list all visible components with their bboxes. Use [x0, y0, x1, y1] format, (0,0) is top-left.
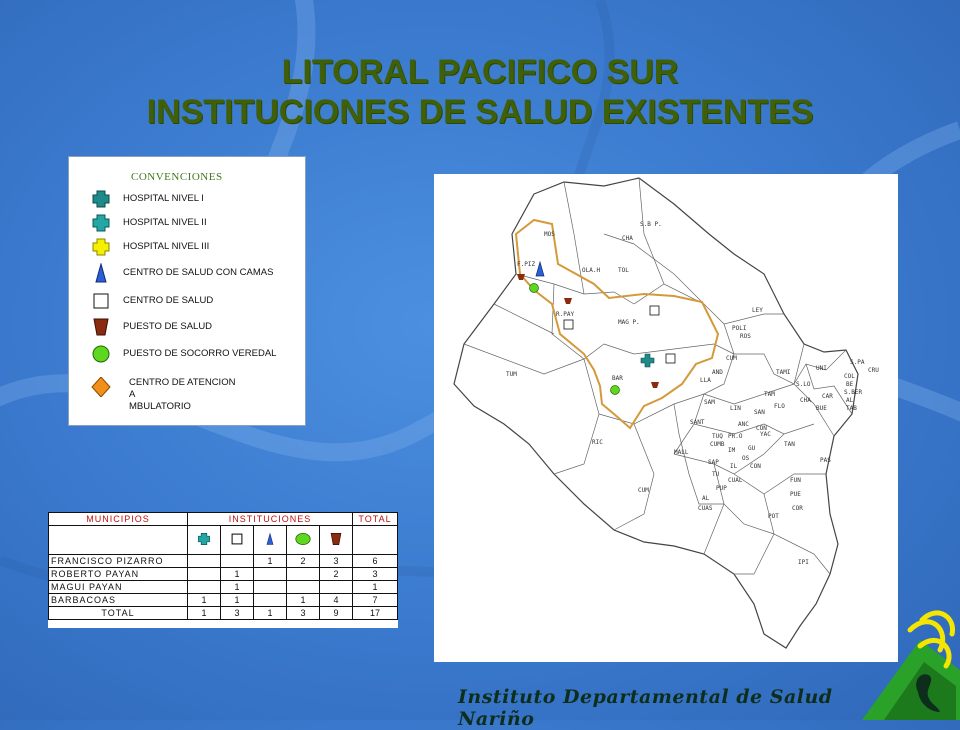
triangle-icon	[264, 529, 276, 549]
map-label: SANT	[690, 419, 705, 426]
map-label: ROS	[740, 333, 751, 340]
map-label: PUP	[716, 485, 727, 492]
map-label: LLA	[700, 377, 711, 384]
map-label: F.PIZ	[517, 261, 536, 268]
map-label: IPI	[798, 559, 809, 566]
circle-icon	[530, 284, 539, 293]
cross-icon	[197, 530, 211, 548]
square-icon	[564, 320, 573, 329]
legend-label: HOSPITAL NIVEL I	[123, 193, 204, 204]
map-label: S.BER	[844, 389, 863, 396]
region-map-panel	[434, 174, 898, 662]
map-label: AL	[702, 495, 710, 502]
map-label: PUE	[790, 491, 801, 498]
map-label: TU	[712, 471, 720, 478]
map-label: CON	[756, 425, 767, 432]
map-label: ANC	[738, 421, 749, 428]
table-row: MAGUI PAYAN 1 1	[49, 581, 398, 594]
legend-item-hospital-nivel-2	[69, 213, 305, 233]
map-label: IL	[730, 463, 738, 470]
map-label: TAN	[784, 441, 795, 448]
map-label: CUMB	[710, 441, 725, 448]
map-label: RIC	[592, 439, 603, 446]
map-label: OS	[742, 455, 750, 462]
square-icon	[666, 354, 675, 363]
trapezoid-icon	[329, 530, 343, 548]
square-icon	[650, 306, 659, 315]
map-label: MAG P.	[618, 319, 640, 326]
narino-municipalities-map	[434, 174, 898, 662]
legend-label: CENTRO DE SALUD	[123, 295, 214, 306]
map-label: AND	[712, 369, 723, 376]
map-label: BUE	[816, 405, 827, 412]
map-label: TUM	[506, 371, 517, 378]
circle-icon	[91, 344, 111, 364]
legend-item-centro-salud	[69, 291, 305, 311]
map-label: AL	[846, 397, 854, 404]
map-label: SAN	[754, 409, 765, 416]
map-label: CAR	[822, 393, 833, 400]
legend-item-hospital-nivel-3	[69, 237, 305, 257]
map-label: COR	[792, 505, 803, 512]
map-label: FUN	[790, 477, 801, 484]
trapezoid-icon	[91, 317, 111, 337]
map-label: UNI	[816, 365, 827, 372]
map-label: PR.O	[728, 433, 743, 440]
circle-icon	[611, 386, 620, 395]
map-label: SAP	[708, 459, 719, 466]
cross-icon	[91, 189, 111, 209]
map-label: CHA	[800, 397, 811, 404]
map-label: MOS	[544, 231, 555, 238]
legend-item-puesto-salud	[69, 317, 305, 337]
triangle-icon	[91, 263, 111, 283]
map-label: CUM	[638, 487, 649, 494]
map-label: CUAS	[698, 505, 713, 512]
legend-item-hospital-nivel-1	[69, 189, 305, 209]
map-label: TAMI	[776, 369, 791, 376]
header-instituciones: INSTITUCIONES	[188, 513, 353, 526]
legend-heading: CONVENCIONES	[131, 171, 223, 183]
square-icon	[91, 291, 111, 311]
page-title-line-1: LITORAL PACIFICO SUR	[281, 53, 679, 91]
square-icon	[230, 531, 244, 547]
map-label: LIN	[730, 405, 741, 412]
map-label: BE	[846, 381, 854, 388]
map-label: SAM	[704, 399, 715, 406]
map-label: LEY	[752, 307, 763, 314]
legend-label: HOSPITAL NIVEL II	[123, 217, 207, 228]
map-label: TAB	[846, 405, 857, 412]
map-label: TUQ	[712, 433, 723, 440]
table-total-row: TOTAL 1 3 1 3 9 17	[49, 607, 398, 620]
map-label: CRU	[868, 367, 879, 374]
map-label: IM	[728, 447, 736, 454]
map-label: FLO	[774, 403, 785, 410]
legend-label: PUESTO DE SALUD	[123, 321, 213, 332]
map-label: YAC	[760, 431, 771, 438]
map-label: POLI	[732, 325, 747, 332]
circle-icon	[294, 531, 312, 547]
legend-label: PUESTO DE SOCORRO VEREDAL	[123, 348, 277, 359]
map-label: OLA.H	[582, 267, 601, 274]
diamond-icon	[91, 377, 111, 397]
map-label: TAM	[764, 391, 775, 398]
table-row: FRANCISCO PIZARRO 1 2 3 6	[49, 555, 398, 568]
header-municipios: MUNICIPIOS	[49, 513, 188, 526]
map-label: BAR	[612, 375, 623, 382]
institutions-table-panel	[48, 512, 398, 628]
map-label: CUAL	[728, 477, 743, 484]
map-label: CUM	[726, 355, 737, 362]
map-label: S.B P.	[640, 221, 662, 228]
legend-panel	[68, 156, 306, 426]
legend-item-centro-salud-camas	[69, 263, 305, 283]
table-row: BARBACOAS 1 1 1 4 7	[49, 594, 398, 607]
map-label: CON	[750, 463, 761, 470]
map-label: MALL	[674, 449, 689, 456]
institutions-table	[48, 512, 398, 620]
header-total: TOTAL	[353, 513, 398, 526]
legend-item-puesto-socorro	[69, 344, 305, 364]
map-label: CHA	[622, 235, 633, 242]
legend-label: CENTRO DE ATENCION A MBULATORIO	[129, 377, 236, 412]
cross-icon	[91, 237, 111, 257]
map-label: R.PAY	[556, 311, 575, 318]
map-label: S.PA	[850, 359, 865, 366]
map-label: PAS	[820, 457, 831, 464]
map-label: S.LO	[796, 381, 811, 388]
table-row: ROBERTO PAYAN 1 2 3	[49, 568, 398, 581]
legend-label: CENTRO DE SALUD CON CAMAS	[123, 267, 274, 278]
map-label: TOL	[618, 267, 629, 274]
map-label: POT	[768, 513, 779, 520]
footer-institution-name: Instituto Departamental de Salud Nariño	[458, 686, 833, 730]
page-title-line-2: INSTITUCIONES DE SALUD EXISTENTES	[146, 93, 814, 131]
legend-item-centro-atencion	[69, 375, 305, 415]
cross-icon	[91, 213, 111, 233]
map-label: COL	[844, 373, 855, 380]
institute-logo	[860, 600, 960, 720]
legend-label: HOSPITAL NIVEL III	[123, 241, 210, 252]
map-label: GU	[748, 445, 756, 452]
